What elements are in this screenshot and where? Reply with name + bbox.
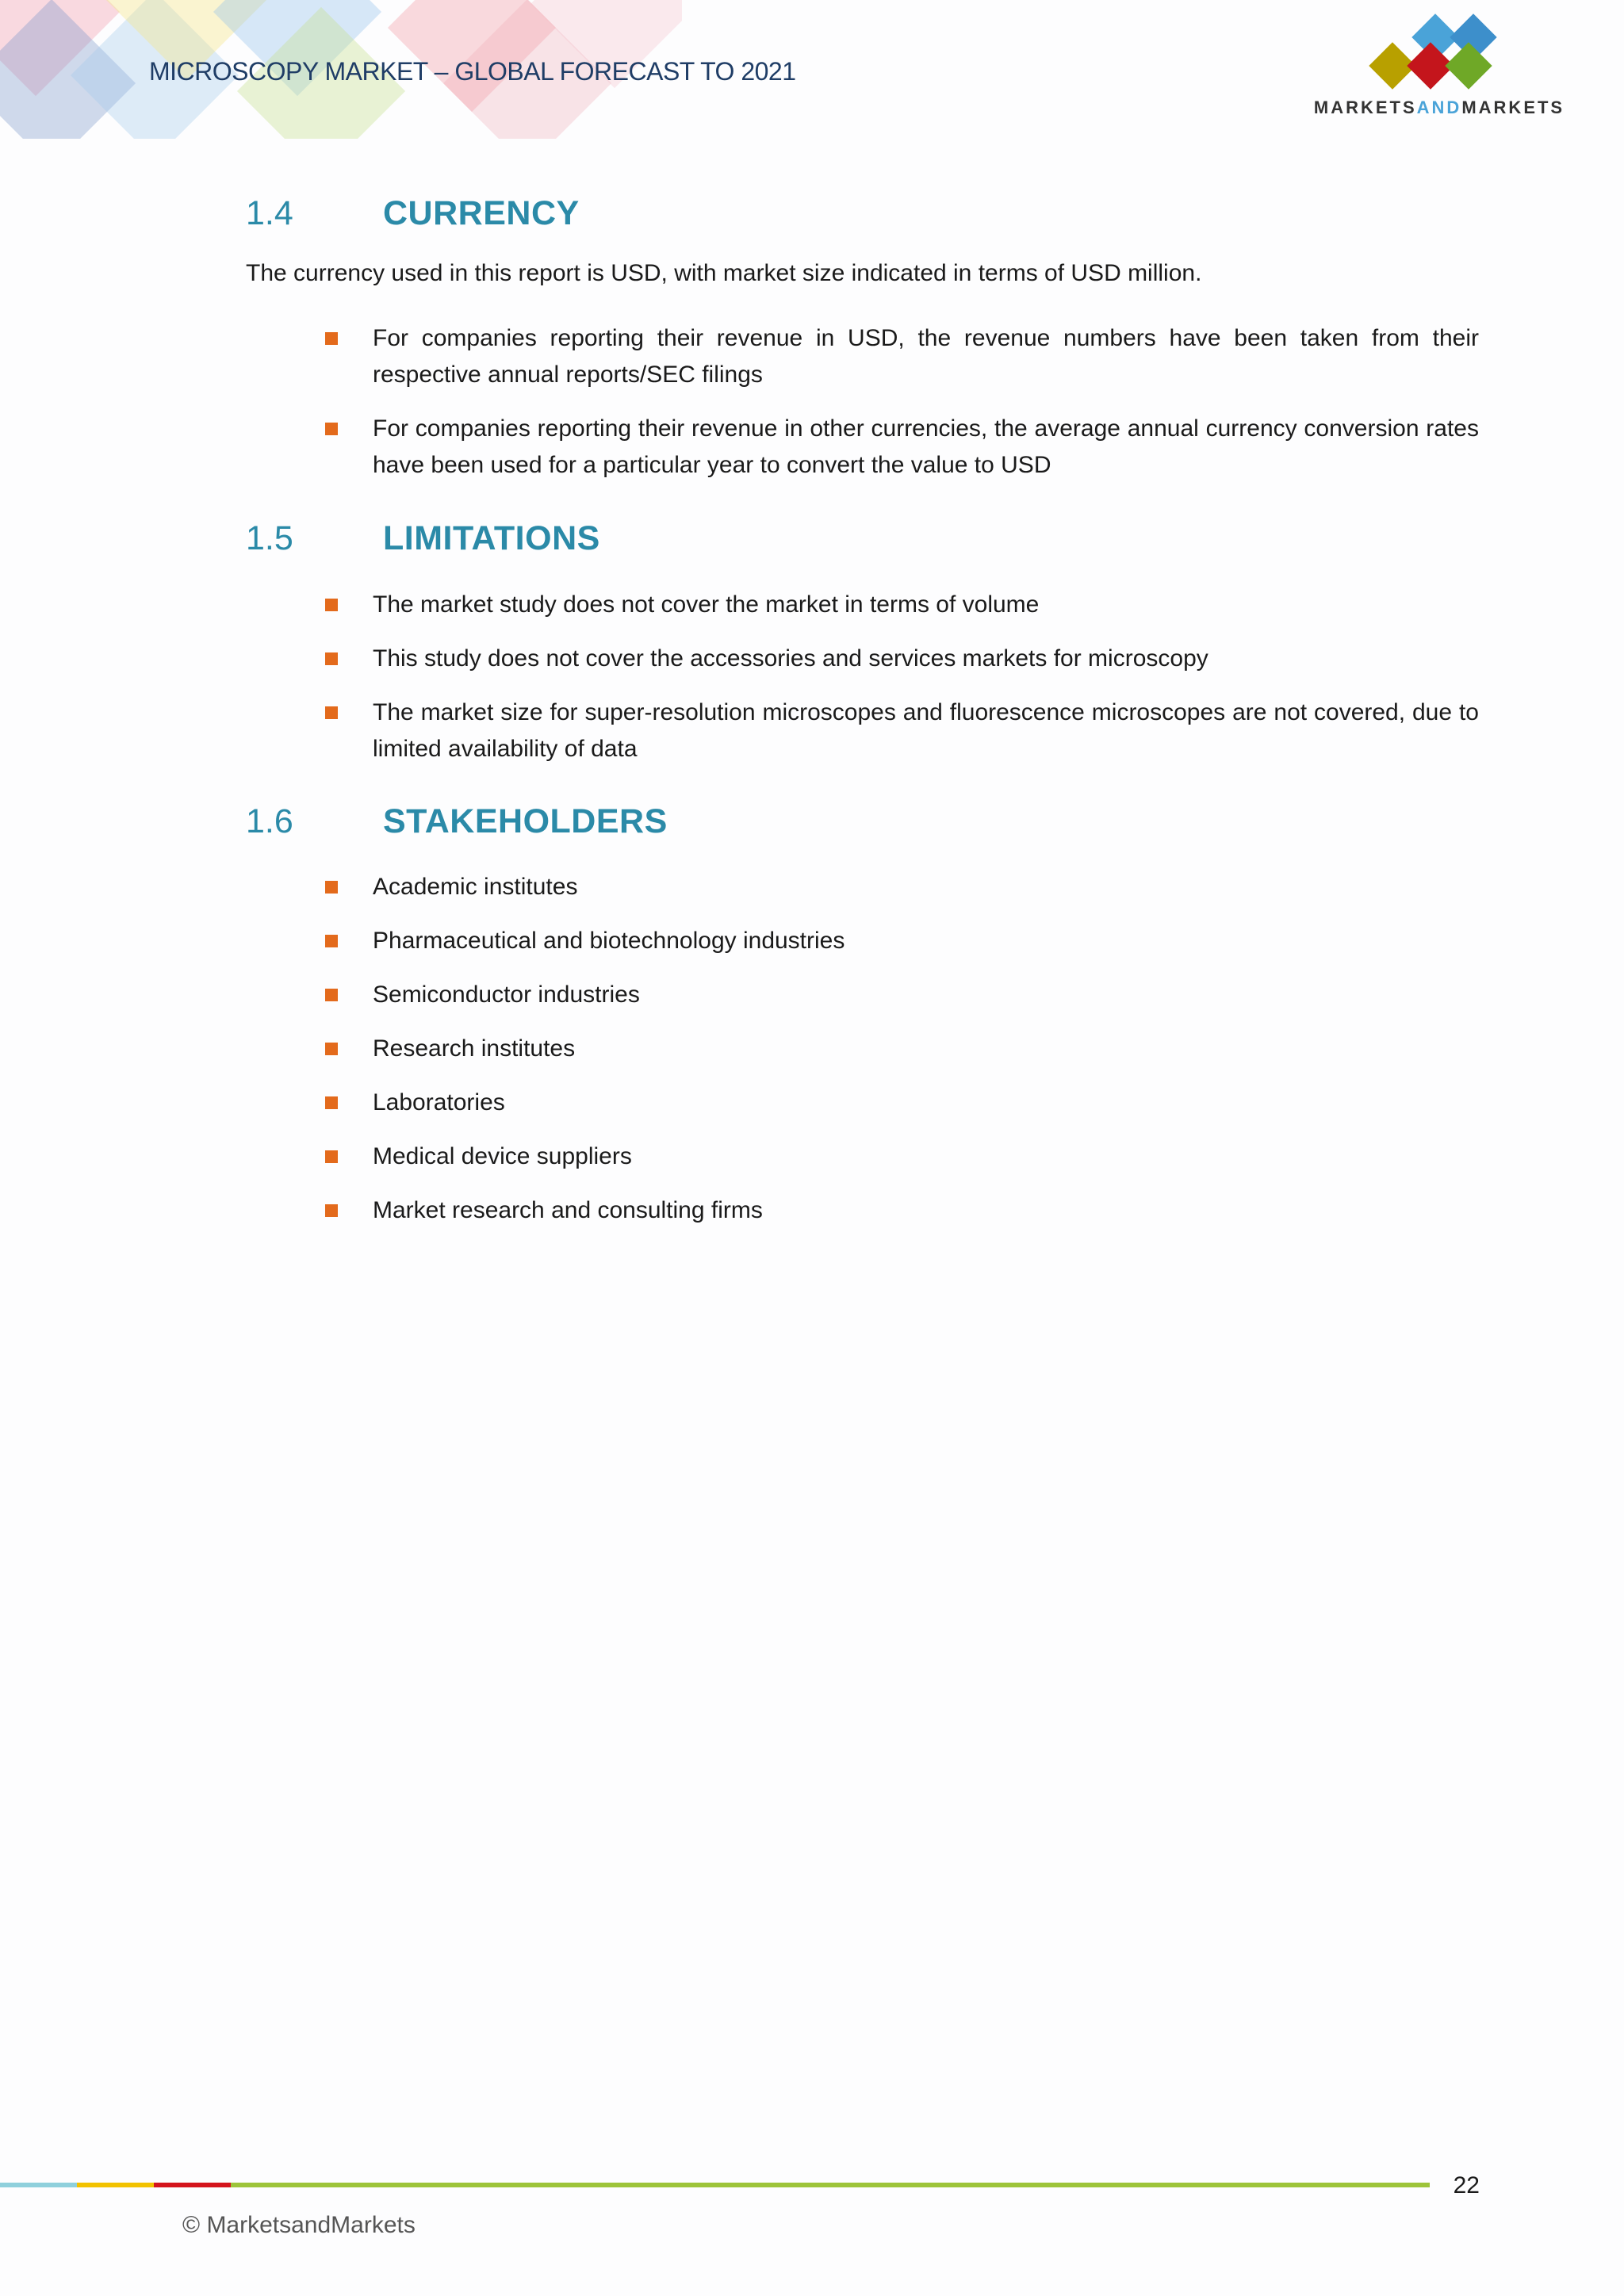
bullet-square-icon	[325, 423, 338, 435]
bullet-square-icon	[325, 1150, 338, 1163]
section-number: 1.5	[246, 519, 293, 557]
section-title: CURRENCY	[383, 194, 580, 232]
currency-intro: The currency used in this report is USD, with market size indicated in terms of USD million.	[246, 260, 1202, 286]
footer-line-segment	[231, 2183, 1430, 2187]
section-heading-stakeholders	[246, 802, 668, 841]
bullet-square-icon	[325, 1043, 338, 1055]
bullet-square-icon	[325, 1204, 338, 1217]
bullet-square-icon	[325, 599, 338, 611]
list-item: Pharmaceutical and biotechnology industries	[325, 923, 1479, 959]
footer-line-segment	[154, 2183, 231, 2187]
list-item: For companies reporting their revenue in USD, the revenue numbers have been taken from their respective annual reports/SEC filings	[325, 320, 1479, 393]
bullet-square-icon	[325, 1096, 338, 1109]
section-heading-limitations	[246, 519, 600, 558]
logo-text: MARKETSANDMARKETS	[1313, 98, 1565, 117]
copyright: © MarketsandMarkets	[182, 2212, 416, 2238]
section-number: 1.4	[246, 194, 293, 232]
report-title: MICROSCOPY MARKET – GLOBAL FORECAST TO 2021	[149, 57, 796, 86]
list-item: Semiconductor industries	[325, 977, 1479, 1013]
bullet-square-icon	[325, 935, 338, 947]
stakeholders-bullets	[325, 869, 1479, 1229]
list-item: Research institutes	[325, 1031, 1479, 1067]
bullet-square-icon	[325, 332, 338, 345]
list-item: The market size for super-resolution microscopes and fluorescence microscopes are not covered, due to limited availability of data	[325, 695, 1479, 767]
list-item: For companies reporting their revenue in other currencies, the average annual currency conversion rates have been used for a particular year to convert the value to USD	[325, 411, 1479, 484]
section-number: 1.6	[246, 802, 293, 840]
footer-line-segment	[0, 2183, 77, 2187]
list-item: Laboratories	[325, 1085, 1479, 1121]
bullet-square-icon	[325, 706, 338, 719]
currency-bullets	[325, 320, 1479, 484]
bullet-square-icon	[325, 989, 338, 1001]
bullet-square-icon	[325, 881, 338, 894]
section-title: LIMITATIONS	[383, 519, 600, 557]
bullet-square-icon	[325, 652, 338, 665]
marketsandmarkets-logo	[1293, 14, 1586, 121]
limitations-bullets	[325, 587, 1479, 767]
list-item: The market study does not cover the market in terms of volume	[325, 587, 1479, 623]
list-item: Medical device suppliers	[325, 1138, 1479, 1175]
footer-line-segment	[77, 2183, 154, 2187]
list-item: Market research and consulting firms	[325, 1192, 1479, 1229]
section-title: STAKEHOLDERS	[383, 802, 668, 840]
list-item: This study does not cover the accessories and services markets for microscopy	[325, 641, 1479, 677]
list-item: Academic institutes	[325, 869, 1479, 905]
section-heading-currency	[246, 194, 580, 233]
page-number: 22	[1453, 2172, 1480, 2198]
